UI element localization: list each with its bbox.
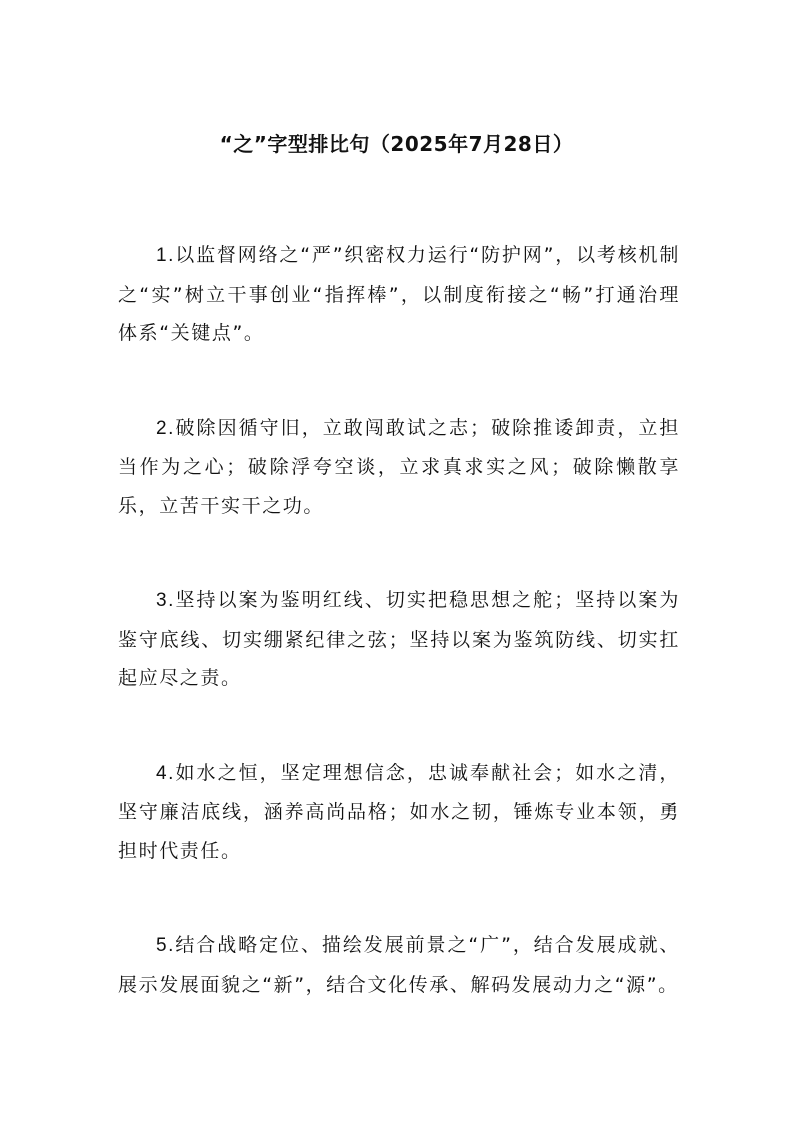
item-number: 3. xyxy=(156,590,176,611)
list-item xyxy=(118,236,680,353)
item-number: 2. xyxy=(156,417,176,439)
item-text: 以监督网络之“严”织密权力运行“防护网”，以考核机制之“实”树立干事创业“指挥棒”，以制度衔接之“畅”打通治理体系“关键点”。 xyxy=(118,244,680,344)
item-text: 如水之恒，坚定理想信念，忠诚奉献社会；如水之清，坚守廉洁底线，涵养高尚品格；如水之韧，锤炼专业本领，勇担时代责任。 xyxy=(118,761,680,862)
item-text: 破除因循守旧，立敢闯敢试之志；破除推诿卸责，立担当作为之心；破除浮夸空谈，立求真求实之风；破除懒散享乐，立苦干实干之功。 xyxy=(118,416,680,517)
list-item xyxy=(118,581,680,698)
item-text: 坚持以案为鉴明红线、切实把稳思想之舵；坚持以案为鉴守底线、切实绷紧纪律之弦；坚持以案为鉴筑防线、切实扛起应尽之责。 xyxy=(118,589,680,689)
list-item xyxy=(118,754,680,871)
item-text: 结合战略定位、描绘发展前景之“广”，结合发展成就、展示发展面貌之“新”，结合文化传承、解码发展动力之“源”。 xyxy=(118,934,680,996)
item-number: 5. xyxy=(156,935,176,956)
document-title: “之”字型排比句（2025年7月28日） xyxy=(219,132,574,156)
item-number: 4. xyxy=(156,762,176,784)
list-item xyxy=(118,926,680,1004)
sentence-list xyxy=(118,236,680,1060)
list-item xyxy=(118,409,680,526)
item-number: 1. xyxy=(156,245,176,266)
